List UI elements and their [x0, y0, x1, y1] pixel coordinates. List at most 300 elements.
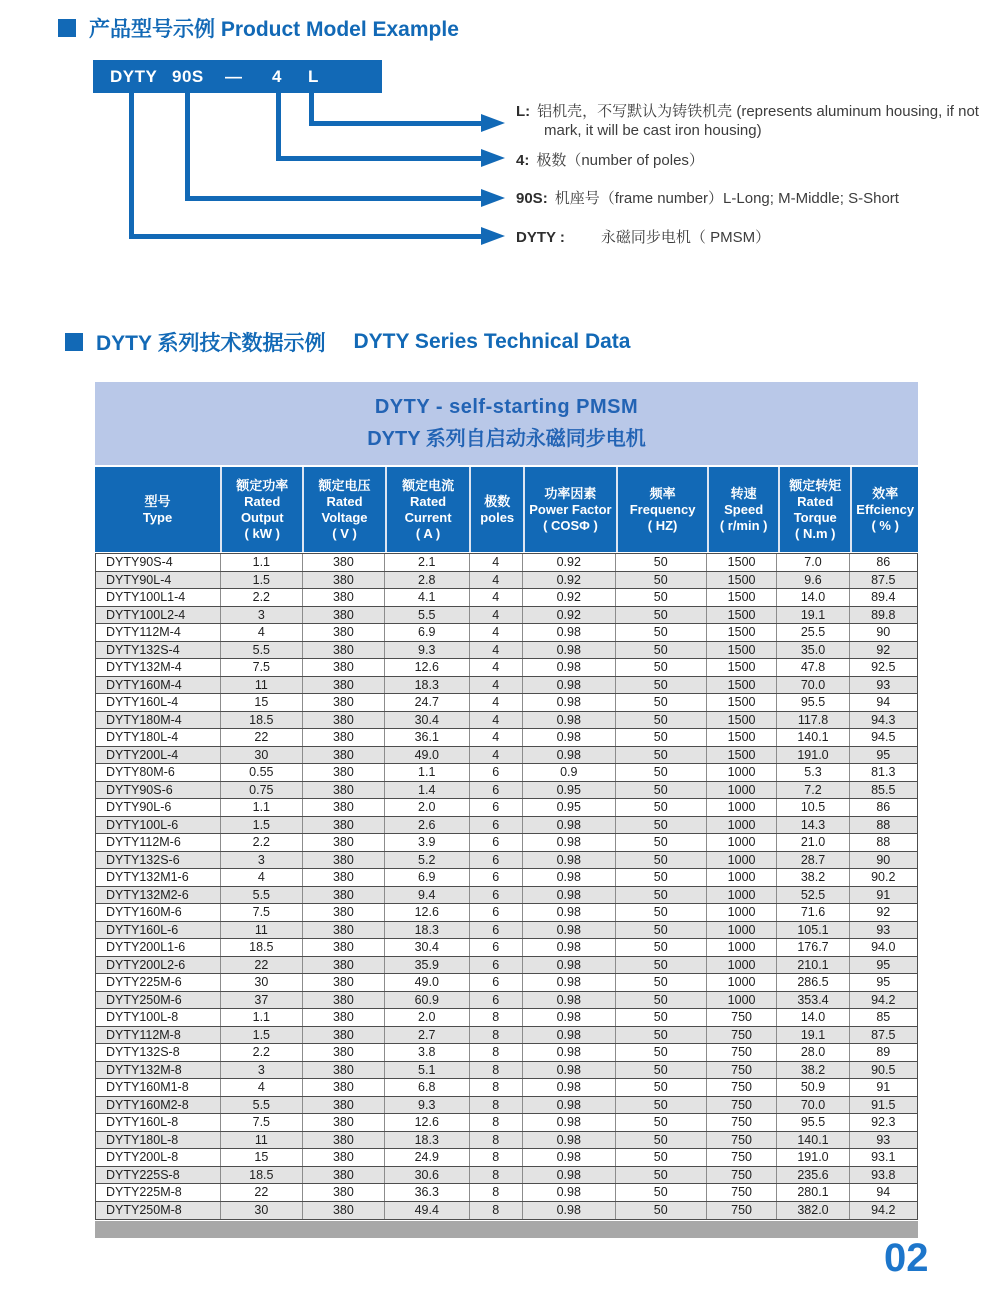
column-header: 效率 Effciency ( % )	[850, 467, 917, 552]
value-cell: 380	[303, 817, 385, 834]
value-cell: 750	[707, 1027, 778, 1044]
value-cell: 0.98	[523, 1167, 616, 1184]
model-type-cell: DYTY225S-8	[96, 1167, 221, 1184]
value-cell: 8	[470, 1114, 523, 1131]
value-cell: 12.6	[385, 904, 470, 921]
value-cell: 9.3	[385, 1097, 470, 1114]
arrowhead-icon	[481, 149, 505, 167]
arrowhead-icon	[481, 227, 505, 245]
value-cell: 5.2	[385, 852, 470, 869]
value-cell: 1500	[707, 589, 778, 606]
arrowhead-icon	[481, 189, 505, 207]
value-cell: 380	[303, 1009, 385, 1026]
column-header: 功率因素 Power Factor ( COSΦ )	[523, 467, 616, 552]
value-cell: 380	[303, 782, 385, 799]
annotation-poles	[516, 151, 1000, 170]
value-cell: 1.1	[221, 554, 303, 571]
value-cell: 5.5	[221, 1097, 303, 1114]
table-row	[96, 659, 917, 677]
model-type-cell: DYTY225M-6	[96, 974, 221, 991]
value-cell: 37	[221, 992, 303, 1009]
value-cell: 191.0	[777, 1149, 849, 1166]
table-row	[96, 1149, 917, 1167]
value-cell: 1000	[707, 922, 778, 939]
value-cell: 7.2	[777, 782, 849, 799]
value-cell: 70.0	[777, 1097, 849, 1114]
value-cell: 50	[616, 904, 707, 921]
value-cell: 25.5	[777, 624, 849, 641]
value-cell: 8	[470, 1027, 523, 1044]
value-cell: 9.4	[385, 887, 470, 904]
value-cell: 7.5	[221, 904, 303, 921]
bullet-square-icon	[65, 333, 83, 351]
model-type-cell: DYTY160L-8	[96, 1114, 221, 1131]
value-cell: 1.5	[221, 817, 303, 834]
value-cell: 7.0	[777, 554, 849, 571]
value-cell: 380	[303, 1062, 385, 1079]
value-cell: 9.3	[385, 642, 470, 659]
value-cell: 89.4	[871, 590, 896, 604]
table-row	[96, 852, 917, 870]
value-cell: 49.0	[385, 747, 470, 764]
model-type-cell: DYTY200L1-6	[96, 939, 221, 956]
section2-title-en: DYTY Series Technical Data	[353, 330, 631, 353]
value-cell: 6	[470, 992, 523, 1009]
value-cell: 0.98	[523, 1079, 616, 1096]
value-cell: 380	[303, 677, 385, 694]
value-cell: 4	[470, 729, 523, 746]
value-cell: 50	[616, 1184, 707, 1201]
value-cell: 6	[470, 782, 523, 799]
value-cell: 1000	[707, 852, 778, 869]
value-cell: 22	[221, 729, 303, 746]
value-cell: 0.98	[523, 1097, 616, 1114]
value-cell: 28.0	[777, 1044, 849, 1061]
value-cell: 1000	[707, 817, 778, 834]
value-cell: 11	[221, 1132, 303, 1149]
value-cell: 6	[470, 799, 523, 816]
value-cell: 50	[616, 554, 707, 571]
value-cell: 38.2	[777, 869, 849, 886]
value-cell: 50	[616, 1079, 707, 1096]
section1-title: 产品型号示例 Product Model Example	[89, 18, 459, 41]
table-row	[96, 607, 917, 625]
model-part-dyty: DYTY	[110, 67, 158, 86]
value-cell: 24.9	[385, 1149, 470, 1166]
value-cell: 380	[303, 1079, 385, 1096]
value-cell: 0.98	[523, 957, 616, 974]
value-cell: 0.98	[523, 869, 616, 886]
model-type-cell: DYTY100L-8	[96, 1009, 221, 1026]
column-header: 额定电压 Rated Voltage ( V )	[302, 467, 384, 552]
value-cell: 3	[221, 607, 303, 624]
table-row	[96, 974, 917, 992]
value-cell: 380	[303, 1097, 385, 1114]
value-cell: 81.3	[871, 765, 896, 779]
value-cell: 0.9	[523, 764, 616, 781]
value-cell: 50	[616, 1149, 707, 1166]
technical-data-table	[95, 382, 918, 1238]
value-cell: 2.2	[221, 589, 303, 606]
model-type-cell: DYTY180L-8	[96, 1132, 221, 1149]
value-cell: 380	[303, 1114, 385, 1131]
model-type-cell: DYTY112M-8	[96, 1027, 221, 1044]
value-cell: 50	[616, 852, 707, 869]
value-cell: 0.98	[523, 1184, 616, 1201]
value-cell: 50	[616, 939, 707, 956]
section2-title-zh: DYTY 系列技术数据示例	[96, 332, 326, 355]
value-cell: 8	[470, 1132, 523, 1149]
value-cell: 30.6	[385, 1167, 470, 1184]
value-cell: 5.5	[221, 642, 303, 659]
value-cell: 750	[707, 1184, 778, 1201]
value-cell: 191.0	[777, 747, 849, 764]
value-cell: 2.2	[221, 834, 303, 851]
value-cell: 18.3	[385, 922, 470, 939]
value-cell: 0.98	[523, 694, 616, 711]
value-cell: 380	[303, 992, 385, 1009]
value-cell: 750	[707, 1044, 778, 1061]
value-cell: 90	[876, 852, 891, 867]
value-cell: 380	[303, 1044, 385, 1061]
model-type-cell: DYTY180M-4	[96, 712, 221, 729]
value-cell: 19.1	[777, 607, 849, 624]
value-cell: 7.5	[221, 659, 303, 676]
value-cell: 380	[303, 747, 385, 764]
value-cell: 4	[221, 1079, 303, 1096]
value-cell: 6	[470, 852, 523, 869]
value-cell: 0.98	[523, 834, 616, 851]
value-cell: 19.1	[777, 1027, 849, 1044]
model-type-cell: DYTY225M-8	[96, 1184, 221, 1201]
value-cell: 0.95	[523, 782, 616, 799]
value-cell: 49.4	[385, 1202, 470, 1220]
value-cell: 12.6	[385, 659, 470, 676]
model-type-cell: DYTY100L2-4	[96, 607, 221, 624]
value-cell: 50	[616, 677, 707, 694]
table-row	[96, 782, 917, 800]
value-cell: 6	[470, 957, 523, 974]
table-title-band	[95, 382, 918, 465]
value-cell: 380	[303, 904, 385, 921]
model-type-cell: DYTY132S-8	[96, 1044, 221, 1061]
value-cell: 0.98	[523, 747, 616, 764]
value-cell: 0.95	[523, 799, 616, 816]
value-cell: 22	[221, 1184, 303, 1201]
table-row	[96, 1062, 917, 1080]
value-cell: 2.0	[385, 799, 470, 816]
value-cell: 380	[303, 957, 385, 974]
value-cell: 8	[470, 1167, 523, 1184]
value-cell: 71.6	[777, 904, 849, 921]
model-type-cell: DYTY90L-4	[96, 572, 221, 589]
value-cell: 30.4	[385, 939, 470, 956]
value-cell: 0.98	[523, 1044, 616, 1061]
value-cell: 95	[876, 957, 891, 972]
table-row	[96, 712, 917, 730]
value-cell: 0.98	[523, 887, 616, 904]
value-cell: 93	[876, 922, 891, 937]
column-header: 额定转矩 Rated Torque ( N.m )	[778, 467, 850, 552]
value-cell: 87.5	[871, 572, 896, 587]
table-row	[96, 554, 917, 572]
value-cell: 0.98	[523, 729, 616, 746]
value-cell: 4	[470, 554, 523, 571]
model-type-cell: DYTY160M-6	[96, 904, 221, 921]
value-cell: 1000	[707, 799, 778, 816]
value-cell: 95.5	[777, 694, 849, 711]
value-cell: 1500	[707, 747, 778, 764]
value-cell: 0.92	[523, 554, 616, 571]
value-cell: 0.92	[523, 589, 616, 606]
value-cell: 15	[221, 1149, 303, 1166]
annotation-series	[516, 228, 1000, 247]
value-cell: 35.0	[777, 642, 849, 659]
value-cell: 95	[876, 975, 891, 989]
value-cell: 0.98	[523, 1009, 616, 1026]
value-cell: 12.6	[385, 1114, 470, 1131]
value-cell: 3	[221, 1062, 303, 1079]
value-cell: 50	[616, 729, 707, 746]
value-cell: 30	[221, 1202, 303, 1220]
value-cell: 0.98	[523, 904, 616, 921]
value-cell: 235.6	[777, 1167, 849, 1184]
table-row	[96, 694, 917, 712]
value-cell: 5.1	[385, 1062, 470, 1079]
value-cell: 89	[876, 1045, 891, 1059]
value-cell: 5.5	[221, 887, 303, 904]
value-cell: 750	[707, 1062, 778, 1079]
value-cell: 50	[616, 712, 707, 729]
value-cell: 50	[616, 974, 707, 991]
table-row	[96, 1079, 917, 1097]
value-cell: 36.1	[385, 729, 470, 746]
value-cell: 0.55	[221, 764, 303, 781]
value-cell: 6.9	[385, 869, 470, 886]
value-cell: 22	[221, 957, 303, 974]
value-cell: 2.6	[385, 817, 470, 834]
value-cell: 11	[221, 677, 303, 694]
model-type-cell: DYTY200L-4	[96, 747, 221, 764]
value-cell: 50	[616, 589, 707, 606]
value-cell: 18.5	[221, 939, 303, 956]
value-cell: 94.0	[871, 940, 896, 954]
model-type-cell: DYTY132S-6	[96, 852, 221, 869]
value-cell: 1000	[707, 957, 778, 974]
value-cell: 380	[303, 712, 385, 729]
value-cell: 50	[616, 782, 707, 799]
value-cell: 94.3	[871, 712, 896, 727]
value-cell: 6	[470, 764, 523, 781]
arrowhead-icon	[481, 114, 505, 132]
value-cell: 0.98	[523, 1027, 616, 1044]
value-cell: 92.5	[871, 660, 896, 674]
value-cell: 50	[616, 607, 707, 624]
value-cell: 90	[876, 625, 891, 639]
value-cell: 8	[470, 1097, 523, 1114]
value-cell: 380	[303, 764, 385, 781]
model-type-cell: DYTY160M1-8	[96, 1079, 221, 1096]
value-cell: 50	[616, 1167, 707, 1184]
table-row	[96, 922, 917, 940]
table-row	[96, 957, 917, 975]
value-cell: 0.98	[523, 922, 616, 939]
value-cell: 380	[303, 1167, 385, 1184]
value-cell: 9.6	[777, 572, 849, 589]
table-footer-bar	[95, 1221, 918, 1238]
table-row	[96, 1202, 917, 1220]
value-cell: 4	[221, 624, 303, 641]
value-cell: 2.7	[385, 1027, 470, 1044]
value-cell: 380	[303, 589, 385, 606]
model-type-cell: DYTY90S-4	[96, 554, 221, 571]
annotation-text: 极数（number of poles）	[536, 152, 704, 169]
arrow-shaft-4	[276, 156, 481, 161]
annotation-text: 永磁同步电机（ PMSM）	[600, 229, 771, 246]
column-header: 极数 poles	[469, 467, 522, 552]
value-cell: 380	[303, 1132, 385, 1149]
connector-line-dyty	[129, 93, 134, 239]
value-cell: 380	[303, 624, 385, 641]
value-cell: 176.7	[777, 939, 849, 956]
value-cell: 0.98	[523, 624, 616, 641]
model-type-cell: DYTY132S-4	[96, 642, 221, 659]
value-cell: 86	[876, 555, 891, 569]
value-cell: 94	[876, 1185, 891, 1199]
value-cell: 1000	[707, 834, 778, 851]
model-type-cell: DYTY200L-8	[96, 1149, 221, 1166]
value-cell: 382.0	[777, 1202, 849, 1220]
value-cell: 91	[876, 1080, 891, 1094]
value-cell: 380	[303, 554, 385, 571]
table-row	[96, 764, 917, 782]
value-cell: 0.98	[523, 712, 616, 729]
model-type-cell: DYTY112M-4	[96, 624, 221, 641]
value-cell: 1000	[707, 887, 778, 904]
value-cell: 50	[616, 817, 707, 834]
value-cell: 18.5	[221, 712, 303, 729]
value-cell: 1.1	[385, 764, 470, 781]
table-row	[96, 904, 917, 922]
value-cell: 140.1	[777, 1132, 849, 1149]
value-cell: 50	[616, 1202, 707, 1220]
value-cell: 4	[221, 869, 303, 886]
value-cell: 380	[303, 659, 385, 676]
value-cell: 2.0	[385, 1009, 470, 1026]
model-type-cell: DYTY100L1-4	[96, 589, 221, 606]
value-cell: 1000	[707, 904, 778, 921]
value-cell: 50	[616, 1062, 707, 1079]
value-cell: 8	[470, 1044, 523, 1061]
value-cell: 87.5	[871, 1027, 896, 1042]
model-type-cell: DYTY200L2-6	[96, 957, 221, 974]
value-cell: 6.8	[385, 1079, 470, 1096]
model-type-cell: DYTY160M-4	[96, 677, 221, 694]
value-cell: 50	[616, 1009, 707, 1026]
column-header: 额定电流 Rated Current ( A )	[385, 467, 470, 552]
bullet-square-icon	[58, 19, 76, 37]
model-type-cell: DYTY100L-6	[96, 817, 221, 834]
value-cell: 750	[707, 1202, 778, 1220]
value-cell: 50	[616, 1114, 707, 1131]
connector-line-4	[276, 93, 281, 161]
value-cell: 1000	[707, 974, 778, 991]
value-cell: 2.2	[221, 1044, 303, 1061]
value-cell: 0.92	[523, 572, 616, 589]
value-cell: 50	[616, 887, 707, 904]
value-cell: 380	[303, 572, 385, 589]
value-cell: 6	[470, 834, 523, 851]
value-cell: 380	[303, 869, 385, 886]
table-row	[96, 1167, 917, 1185]
value-cell: 1.5	[221, 1027, 303, 1044]
value-cell: 4	[470, 572, 523, 589]
value-cell: 18.3	[385, 1132, 470, 1149]
value-cell: 94.2	[871, 992, 896, 1007]
value-cell: 8	[470, 1184, 523, 1201]
value-cell: 95	[876, 747, 891, 762]
value-cell: 30	[221, 747, 303, 764]
value-cell: 105.1	[777, 922, 849, 939]
value-cell: 93	[876, 677, 891, 692]
value-cell: 750	[707, 1149, 778, 1166]
value-cell: 15	[221, 694, 303, 711]
value-cell: 2.8	[385, 572, 470, 589]
model-type-cell: DYTY90S-6	[96, 782, 221, 799]
value-cell: 30	[221, 974, 303, 991]
value-cell: 21.0	[777, 834, 849, 851]
value-cell: 4	[470, 747, 523, 764]
value-cell: 1000	[707, 869, 778, 886]
value-cell: 14.0	[777, 1009, 849, 1026]
table-row	[96, 1009, 917, 1027]
model-type-cell: DYTY90L-6	[96, 799, 221, 816]
value-cell: 0.98	[523, 677, 616, 694]
value-cell: 0.98	[523, 659, 616, 676]
column-header: 频率 Frequency ( HZ)	[616, 467, 707, 552]
value-cell: 50	[616, 992, 707, 1009]
value-cell: 88	[876, 835, 891, 849]
table-row	[96, 1044, 917, 1062]
value-cell: 24.7	[385, 694, 470, 711]
value-cell: 11	[221, 922, 303, 939]
value-cell: 91.5	[871, 1097, 896, 1112]
value-cell: 0.98	[523, 1062, 616, 1079]
model-part-housing: L	[308, 67, 319, 86]
table-title-en: DYTY - self-starting PMSM	[374, 396, 639, 418]
value-cell: 60.9	[385, 992, 470, 1009]
value-cell: 0.98	[523, 1114, 616, 1131]
value-cell: 6	[470, 904, 523, 921]
value-cell: 4	[470, 589, 523, 606]
value-cell: 85.5	[871, 782, 896, 797]
value-cell: 380	[303, 607, 385, 624]
value-cell: 92	[876, 642, 891, 657]
value-cell: 50	[616, 642, 707, 659]
value-cell: 1000	[707, 939, 778, 956]
annotation-text: 铝机壳，不写默认为铸铁机壳 (represents aluminum housing, if not mark, it will be cast iron housing)	[537, 103, 979, 139]
table-row	[96, 729, 917, 747]
value-cell: 50	[616, 1027, 707, 1044]
value-cell: 6	[470, 869, 523, 886]
value-cell: 94.2	[871, 1202, 896, 1217]
value-cell: 52.5	[777, 887, 849, 904]
value-cell: 10.5	[777, 799, 849, 816]
table-row	[96, 1097, 917, 1115]
arrow-shaft-90s	[185, 196, 481, 201]
value-cell: 50	[616, 922, 707, 939]
value-cell: 50.9	[777, 1079, 849, 1096]
